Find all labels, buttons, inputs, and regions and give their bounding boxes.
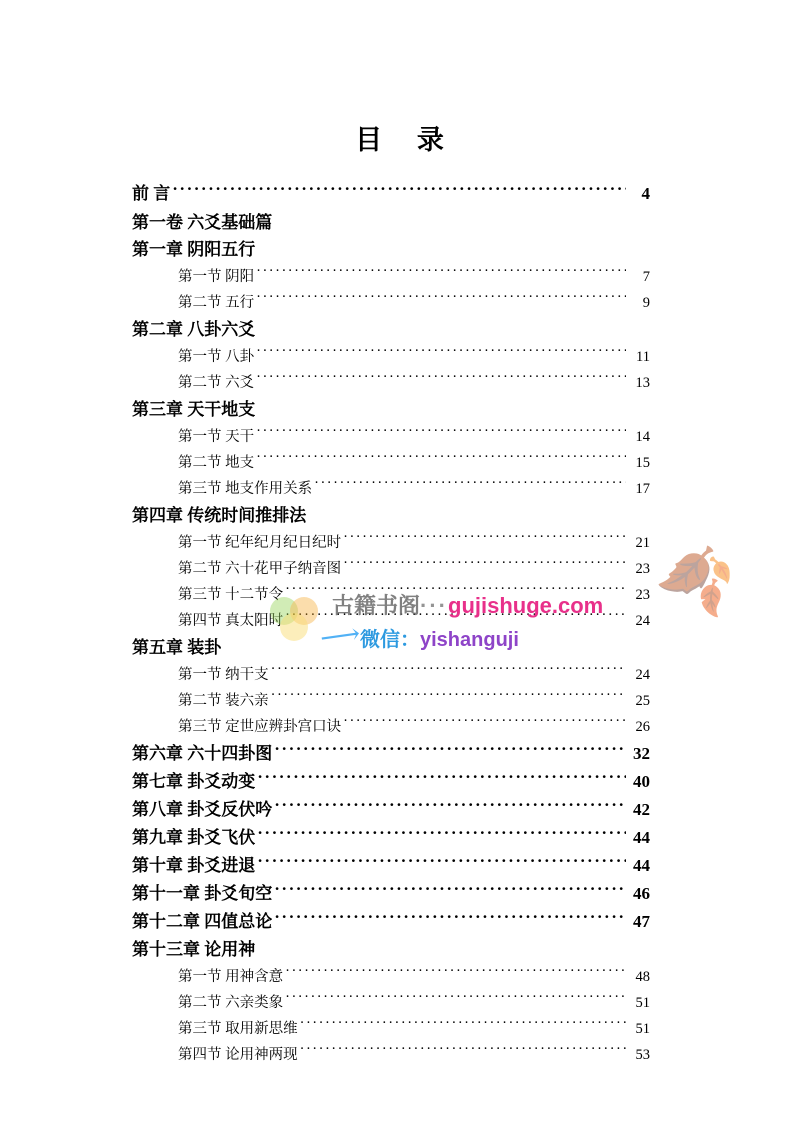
- toc-entry-page: 15: [635, 454, 650, 471]
- toc-entry-label: 第一节 阴阳: [178, 268, 255, 285]
- toc-entry[interactable]: [130, 798, 650, 818]
- toc-leader-dots: [285, 966, 626, 981]
- toc-entry-label: 第五章 装卦: [132, 638, 222, 657]
- toc-leader-dots: [257, 770, 626, 787]
- toc-entry-page: 14: [635, 428, 650, 445]
- watermark-wechat-label: 微信：: [360, 629, 420, 651]
- toc-entry-page: 7: [642, 268, 650, 285]
- table-of-contents: [130, 182, 650, 1070]
- toc-entry[interactable]: [130, 610, 650, 628]
- toc-entry-page: 17: [635, 480, 650, 497]
- toc-entry[interactable]: [130, 716, 650, 734]
- toc-entry-label: 第四节 论用神两现: [178, 1046, 298, 1063]
- toc-entry-page: 26: [635, 718, 650, 735]
- toc-leader-dots: [256, 346, 626, 361]
- toc-leader-dots: [257, 398, 626, 415]
- toc-leader-dots: [274, 742, 626, 759]
- toc-entry-label: 第一节 用神含意: [178, 968, 284, 985]
- toc-entry[interactable]: [130, 910, 650, 930]
- toc-entry-page: 25: [635, 692, 650, 709]
- toc-entry-page: 42: [633, 800, 650, 819]
- toc-entry-label: 第一节 天干: [178, 428, 255, 445]
- toc-leader-dots: [285, 584, 626, 599]
- toc-entry-page: 24: [635, 612, 650, 629]
- toc-entry[interactable]: [130, 826, 650, 846]
- toc-entry-label: 第十三章 论用神: [132, 940, 256, 959]
- toc-entry-label: 第十二章 四值总论: [132, 912, 273, 931]
- toc-entry-page: 21: [635, 534, 650, 551]
- toc-leader-dots: [223, 636, 626, 653]
- toc-leader-dots: [274, 211, 626, 228]
- toc-leader-dots: [343, 716, 626, 731]
- toc-entry-page: 44: [633, 856, 650, 875]
- toc-leader-dots: [271, 690, 626, 705]
- toc-entry[interactable]: [130, 318, 650, 338]
- toc-entry-page: 24: [635, 666, 650, 683]
- toc-entry-page: 4: [641, 184, 650, 203]
- toc-entry[interactable]: [130, 636, 650, 656]
- toc-entry[interactable]: [130, 690, 650, 708]
- toc-entry-label: 前 言: [132, 184, 171, 203]
- toc-entry[interactable]: [130, 292, 650, 310]
- toc-leader-dots: [274, 798, 626, 815]
- toc-leader-dots: [314, 478, 626, 493]
- toc-entry-label: 第一节 纪年纪月纪日纪时: [178, 534, 342, 551]
- toc-leader-dots: [274, 882, 626, 899]
- toc-entry[interactable]: [130, 770, 650, 790]
- toc-entry-label: 第二节 六爻: [178, 374, 255, 391]
- toc-leader-dots: [256, 266, 626, 281]
- toc-leader-dots: [172, 182, 626, 199]
- toc-entry-label: 第八章 卦爻反伏吟: [132, 800, 273, 819]
- toc-leader-dots: [257, 938, 626, 955]
- toc-entry-label: 第三章 天干地支: [132, 400, 256, 419]
- toc-entry[interactable]: [130, 584, 650, 602]
- watermark-site-name: 古籍书阁: [332, 593, 421, 618]
- toc-entry[interactable]: [130, 346, 650, 364]
- toc-entry[interactable]: [130, 1018, 650, 1036]
- toc-entry-label: 第二节 六十花甲子纳音图: [178, 560, 342, 577]
- toc-leader-dots: [343, 558, 626, 573]
- toc-entry-label: 第二节 五行: [178, 294, 255, 311]
- leaf-icon: 🍂: [650, 534, 743, 620]
- toc-entry-label: 第三节 取用新思维: [178, 1020, 298, 1037]
- toc-leader-dots: [256, 292, 626, 307]
- toc-entry[interactable]: [130, 266, 650, 284]
- toc-entry[interactable]: [130, 238, 650, 258]
- toc-leader-dots: [271, 664, 626, 679]
- toc-entry-page: 48: [635, 968, 650, 985]
- watermark-url: gujishuge.com: [448, 593, 604, 618]
- toc-entry[interactable]: [130, 504, 650, 524]
- toc-entry-label: 第一章 阴阳五行: [132, 240, 256, 259]
- toc-entry[interactable]: [130, 992, 650, 1010]
- toc-entry-label: 第二节 装六亲: [178, 692, 269, 709]
- toc-leader-dots: [257, 854, 626, 871]
- toc-entry-page: 32: [633, 744, 650, 763]
- toc-entry[interactable]: [130, 882, 650, 902]
- toc-entry[interactable]: [130, 742, 650, 762]
- toc-entry[interactable]: [130, 452, 650, 470]
- watermark-wechat-id: yishanguji: [420, 629, 519, 651]
- toc-entry[interactable]: [130, 854, 650, 874]
- toc-entry-label: 第十一章 卦爻旬空: [132, 884, 273, 903]
- toc-entry-page: 40: [633, 772, 650, 791]
- toc-entry[interactable]: [130, 558, 650, 576]
- toc-entry-page: 53: [635, 1046, 650, 1063]
- toc-entry-page: 46: [633, 884, 650, 903]
- toc-entry[interactable]: [130, 182, 650, 202]
- toc-entry-label: 第九章 卦爻飞伏: [132, 828, 256, 847]
- toc-leader-dots: [285, 992, 626, 1007]
- toc-entry[interactable]: [130, 938, 650, 958]
- toc-entry[interactable]: [130, 372, 650, 390]
- toc-leader-dots: [257, 826, 626, 843]
- toc-entry-page: 44: [633, 828, 650, 847]
- toc-entry-page: 9: [642, 294, 650, 311]
- page-title: 目 录: [355, 125, 458, 155]
- toc-entry[interactable]: [130, 966, 650, 984]
- toc-entry[interactable]: [130, 426, 650, 444]
- toc-leader-dots: [285, 610, 626, 625]
- toc-entry[interactable]: [130, 211, 650, 231]
- toc-entry-page: 51: [635, 1020, 650, 1037]
- toc-entry-label: 第四节 真太阳时: [178, 612, 284, 629]
- watermark-dots: ···: [420, 593, 448, 618]
- toc-entry-page: 47: [633, 912, 650, 931]
- toc-leader-dots: [256, 372, 626, 387]
- toc-entry-label: 第三节 十二节令: [178, 586, 284, 603]
- toc-leader-dots: [300, 1018, 626, 1033]
- toc-entry[interactable]: [130, 1044, 650, 1062]
- toc-entry-page: 11: [636, 348, 650, 365]
- toc-entry-label: 第四章 传统时间推排法: [132, 506, 307, 525]
- toc-entry-label: 第一节 八卦: [178, 348, 255, 365]
- toc-entry-label: 第六章 六十四卦图: [132, 744, 273, 763]
- toc-entry[interactable]: [130, 532, 650, 550]
- toc-entry-label: 第二节 六亲类象: [178, 994, 284, 1011]
- toc-entry-label: 第一节 纳干支: [178, 666, 269, 683]
- toc-leader-dots: [308, 504, 626, 521]
- toc-entry[interactable]: [130, 398, 650, 418]
- toc-entry-label: 第七章 卦爻动变: [132, 772, 256, 791]
- toc-entry-label: 第二章 八卦六爻: [132, 320, 256, 339]
- toc-entry-page: 51: [635, 994, 650, 1011]
- toc-entry[interactable]: [130, 478, 650, 496]
- toc-entry-label: 第二节 地支: [178, 454, 255, 471]
- toc-entry-page: 23: [635, 586, 650, 603]
- toc-leader-dots: [256, 452, 626, 467]
- toc-leader-dots: [300, 1044, 626, 1059]
- arrow-icon: ⟶: [318, 618, 363, 655]
- toc-entry-label: 第三节 地支作用关系: [178, 480, 313, 497]
- toc-leader-dots: [343, 532, 626, 547]
- toc-entry-label: 第三节 定世应辨卦宫口诀: [178, 718, 342, 735]
- toc-entry-page: 13: [635, 374, 650, 391]
- toc-entry-page: 23: [635, 560, 650, 577]
- toc-leader-dots: [257, 318, 626, 335]
- toc-entry-label: 第十章 卦爻进退: [132, 856, 256, 875]
- toc-leader-dots: [257, 238, 626, 255]
- toc-entry-label: 第一卷 六爻基础篇: [132, 213, 273, 232]
- toc-leader-dots: [274, 910, 626, 927]
- toc-leader-dots: [256, 426, 626, 441]
- toc-entry[interactable]: [130, 664, 650, 682]
